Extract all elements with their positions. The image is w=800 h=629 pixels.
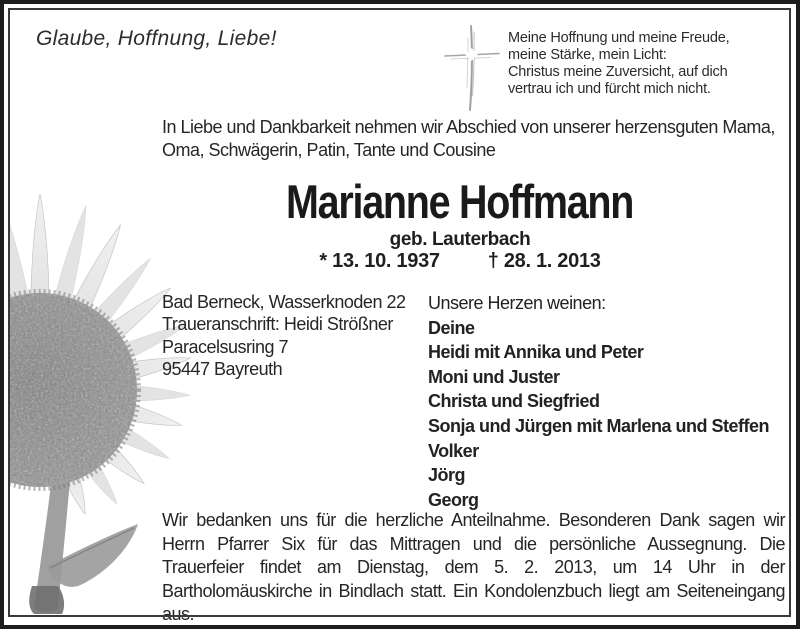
address-block [162,291,405,380]
intro-block [162,116,775,161]
mourners-heading: Unsere Herzen weinen: [428,293,606,313]
intro-line: In Liebe und Dankbarkeit nehmen wir Abschied von unserer herzensguten Mama, [162,117,775,137]
verse-line: vertrau ich und fürcht mich nicht. [508,81,711,97]
address-line: 95447 Bayreuth [162,358,283,379]
intro-line: Oma, Schwägerin, Patin, Tante und Cousine [162,139,496,160]
address-line: Traueranschrift: Heidi Strößner [162,314,393,335]
maiden-name: geb. Lauterbach [389,229,531,250]
address-line: Bad Berneck, Wasserknoden 22 [162,292,406,312]
verse-line: Meine Hoffnung und meine Freude, [508,30,730,46]
mourner-name: Deine [428,317,475,338]
deceased-name-block [135,177,785,227]
thanks-paragraph: Wir bedanken uns für die herzliche Anteilnahme. Besonderen Dank sagen wir Herrn Pfarrer Six für das Mittragen und die persönliche Aussegnung. Die Trauerfeier findet am Dienstag, dem 5. 2. 2013, um 14 Uhr in der Bartholomäuskirche in Bindlach statt. Ein Kondolenzbuch liegt am Seiteneingang aus. [162,510,785,624]
mourner-name: Georg [428,489,479,510]
motto-text: Glaube, Hoffnung, Liebe! [36,27,277,50]
verse-block [508,30,729,98]
deceased-name: Marianne Hoffmann [286,175,634,228]
mourner-name: Jörg [428,465,466,486]
death-date: † 28. 1. 2013 [487,250,601,272]
verse-line: Christus meine Zuversicht, auf dich [508,64,728,80]
mourners-block [428,291,769,512]
address-line: Paracelsusring 7 [162,336,289,357]
life-dates [135,250,785,273]
mourner-name: Christa und Siegfried [428,391,600,412]
mourner-name: Sonja und Jürgen mit Marlena und Steffen [428,415,770,436]
verse-line: meine Stärke, mein Licht: [508,47,667,63]
mourner-name: Heidi mit Annika und Peter [428,342,644,363]
cross-icon [441,22,503,114]
mourner-name: Volker [428,440,479,461]
birth-date: * 13. 10. 1937 [319,250,440,272]
mourner-name: Moni und Juster [428,366,560,387]
